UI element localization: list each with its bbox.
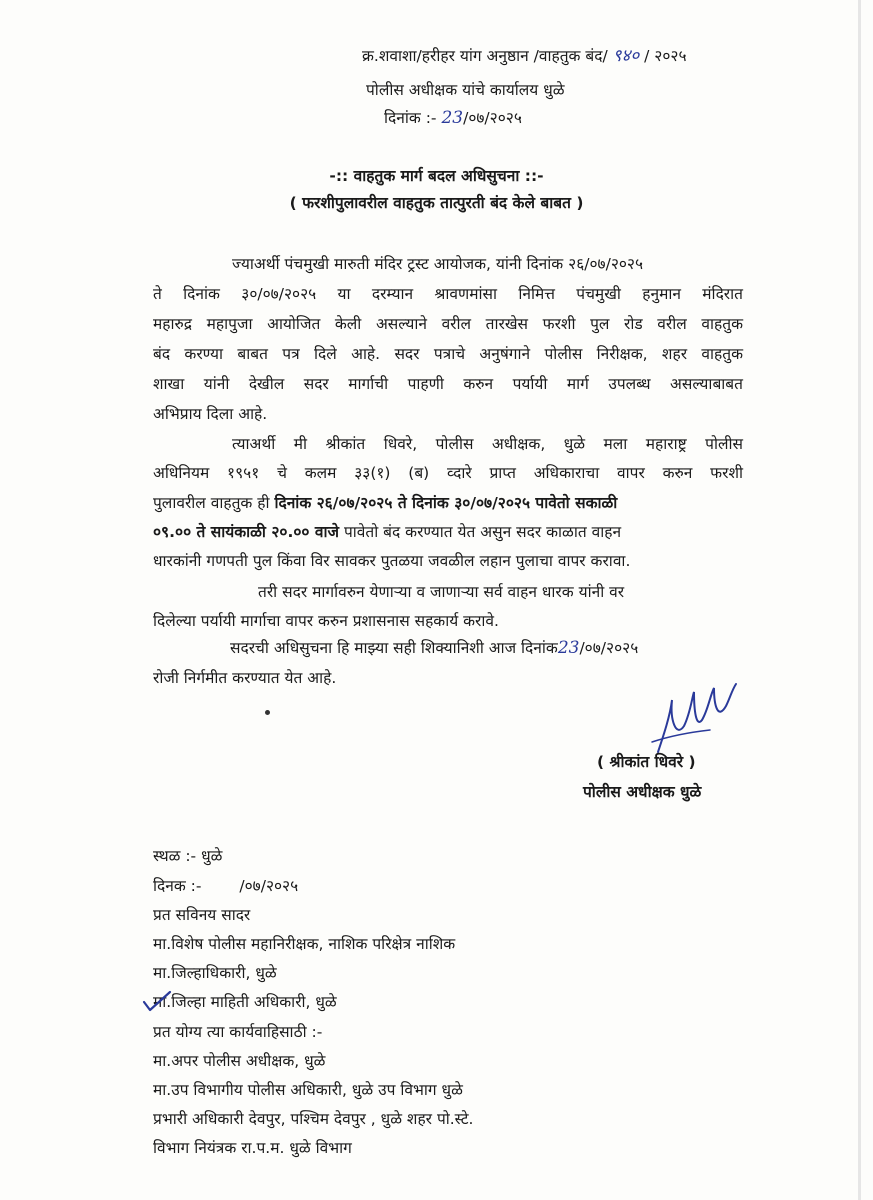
recipient-item: मा.उप विभागीय पोलीस अधिकारी, धुळे उप विभाग धुळे — [153, 1081, 463, 1099]
paragraph-2-line-3: पुलावरील वाहतुक ही दिनांक २६/०७/२०२५ ते दिनांक ३०/०७/२०२५ पावेतो सकाळी — [153, 494, 618, 512]
footer-date: दिनक :- /०७/२०२५ — [153, 877, 299, 895]
tick-mark-icon — [140, 988, 180, 1014]
notice-title: -:: वाहतुक मार्ग बदल अधिसुचना ::- — [329, 167, 544, 185]
notice-subtitle: ( फरशीपुलावरील वाहतुक तात्पुरती बंद केले बाबत ) — [289, 194, 584, 212]
recipient-item: विभाग नियंत्रक रा.प.म. धुळे विभाग — [153, 1139, 352, 1157]
closure-times: ०९.०० ते सायंकाळी २०.०० वाजे — [153, 523, 340, 541]
ink-dot — [265, 710, 270, 715]
signatory-name: ( श्रीकांत धिवरे ) — [597, 753, 696, 771]
signatory-designation: पोलीस अधीक्षक धुळे — [583, 783, 702, 801]
recipient-item: मा.विशेष पोलीस महानिरीक्षक, नाशिक परिक्षेत्र नाशिक — [153, 935, 456, 953]
paragraph-2-line-1: त्याअर्थी मी श्रीकांत धिवरे, पोलीस अधीक्षक, धुळे मला महाराष्ट्र पोलीस — [232, 435, 743, 453]
recipient-item: प्रभारी अधिकारी देवपुर, पश्चिम देवपुर , धुळे शहर पो.स्टे. — [153, 1110, 474, 1128]
recipient-item: मा.अपर पोलीस अधीक्षक, धुळे — [153, 1052, 326, 1070]
recipient-item: मा.जिल्हाधिकारी, धुळे — [153, 964, 277, 982]
header-date: दिनांक :- 23/०७/२०२५ — [384, 108, 522, 128]
paragraph-4-line-2: रोजी निर्गमीत करण्यात येत आहे. — [153, 669, 337, 687]
reference-number: क्र.शवाशा/हरीहर यांग अनुष्ठान /वाहतुक बंद/ ९४० / २०२५ — [362, 46, 687, 66]
copy-heading: प्रत सविनय सादर — [153, 906, 251, 924]
paragraph-2-line-5: धारकांनी गणपती पुल किंवा विर सावकर पुतळया जवळील लहान पुलाचा वापर करावा. — [153, 552, 631, 570]
paragraph-1-line-6: अभिप्राय दिला आहे. — [153, 405, 268, 423]
paragraph-2-line-2: अधिनियम १९५१ चे कलम ३३(१) (ब) व्दारे प्राप्त अधिकाराचा वापर करुन फरशी — [153, 464, 743, 482]
paragraph-1-line-3: महारुद्र महापुजा आयोजित केली असल्याने वरील तारखेस फरशी पुल रोड वरील वाहतुक — [153, 315, 743, 333]
action-heading: प्रत योग्य त्या कार्यवाहिसाठी :- — [153, 1023, 323, 1041]
handwritten-ref-number: ९४० — [612, 46, 640, 66]
closure-dates: दिनांक २६/०७/२०२५ ते दिनांक ३०/०७/२०२५ पावेतो सकाळी — [274, 494, 618, 512]
paragraph-3-line-1: तरी सदर मार्गावरुन येणाऱ्या व जाणाऱ्या सर्व वाहन धारक यांनी वर — [258, 583, 625, 601]
recipient-item: मा.जिल्हा माहिती अधिकारी, धुळे — [153, 993, 337, 1011]
paragraph-4-line-1: सदरची अधिसुचना हि माझ्या सही शिक्यानिशी आज दिनांक23/०७/२०२५ — [230, 638, 639, 658]
paragraph-3-line-2: दिलेल्या पर्यायी मार्गाचा वापर करुन प्रशासनास सहकार्य करावे. — [153, 612, 499, 630]
handwritten-issue-day: 23 — [557, 638, 580, 658]
paragraph-1-line-2: ते दिनांक ३०/०७/२०२५ या दरम्यान श्रावणमांसा निमित्त पंचमुखी हनुमान मंदिरात — [153, 285, 743, 303]
paragraph-2-line-4: ०९.०० ते सायंकाळी २०.०० वाजे पावेतो बंद करण्यात येत असुन सदर काळात वाहन — [153, 523, 622, 541]
place: स्थळ :- धुळे — [153, 847, 223, 865]
office-name: पोलीस अधीक्षक यांचे कार्यालय धुळे — [366, 81, 565, 99]
handwritten-date-day: 23 — [441, 108, 464, 128]
paragraph-1-line-4: बंद करण्या बाबत पत्र दिले आहे. सदर पत्राचे अनुषंगाने पोलीस निरीक्षक, शहर वाहतुक — [153, 345, 743, 363]
paragraph-1-line-1: ज्याअर्थी पंचमुखी मारुती मंदिर ट्रस्ट आयोजक, यांनी दिनांक २६/०७/२०२५ — [232, 255, 644, 273]
paragraph-1-line-5: शाखा यांनी देखील सदर मार्गाची पाहणी करुन पर्यायी मार्ग उपलब्ध असल्याबाबत — [153, 375, 743, 393]
signature-scribble — [640, 676, 740, 758]
